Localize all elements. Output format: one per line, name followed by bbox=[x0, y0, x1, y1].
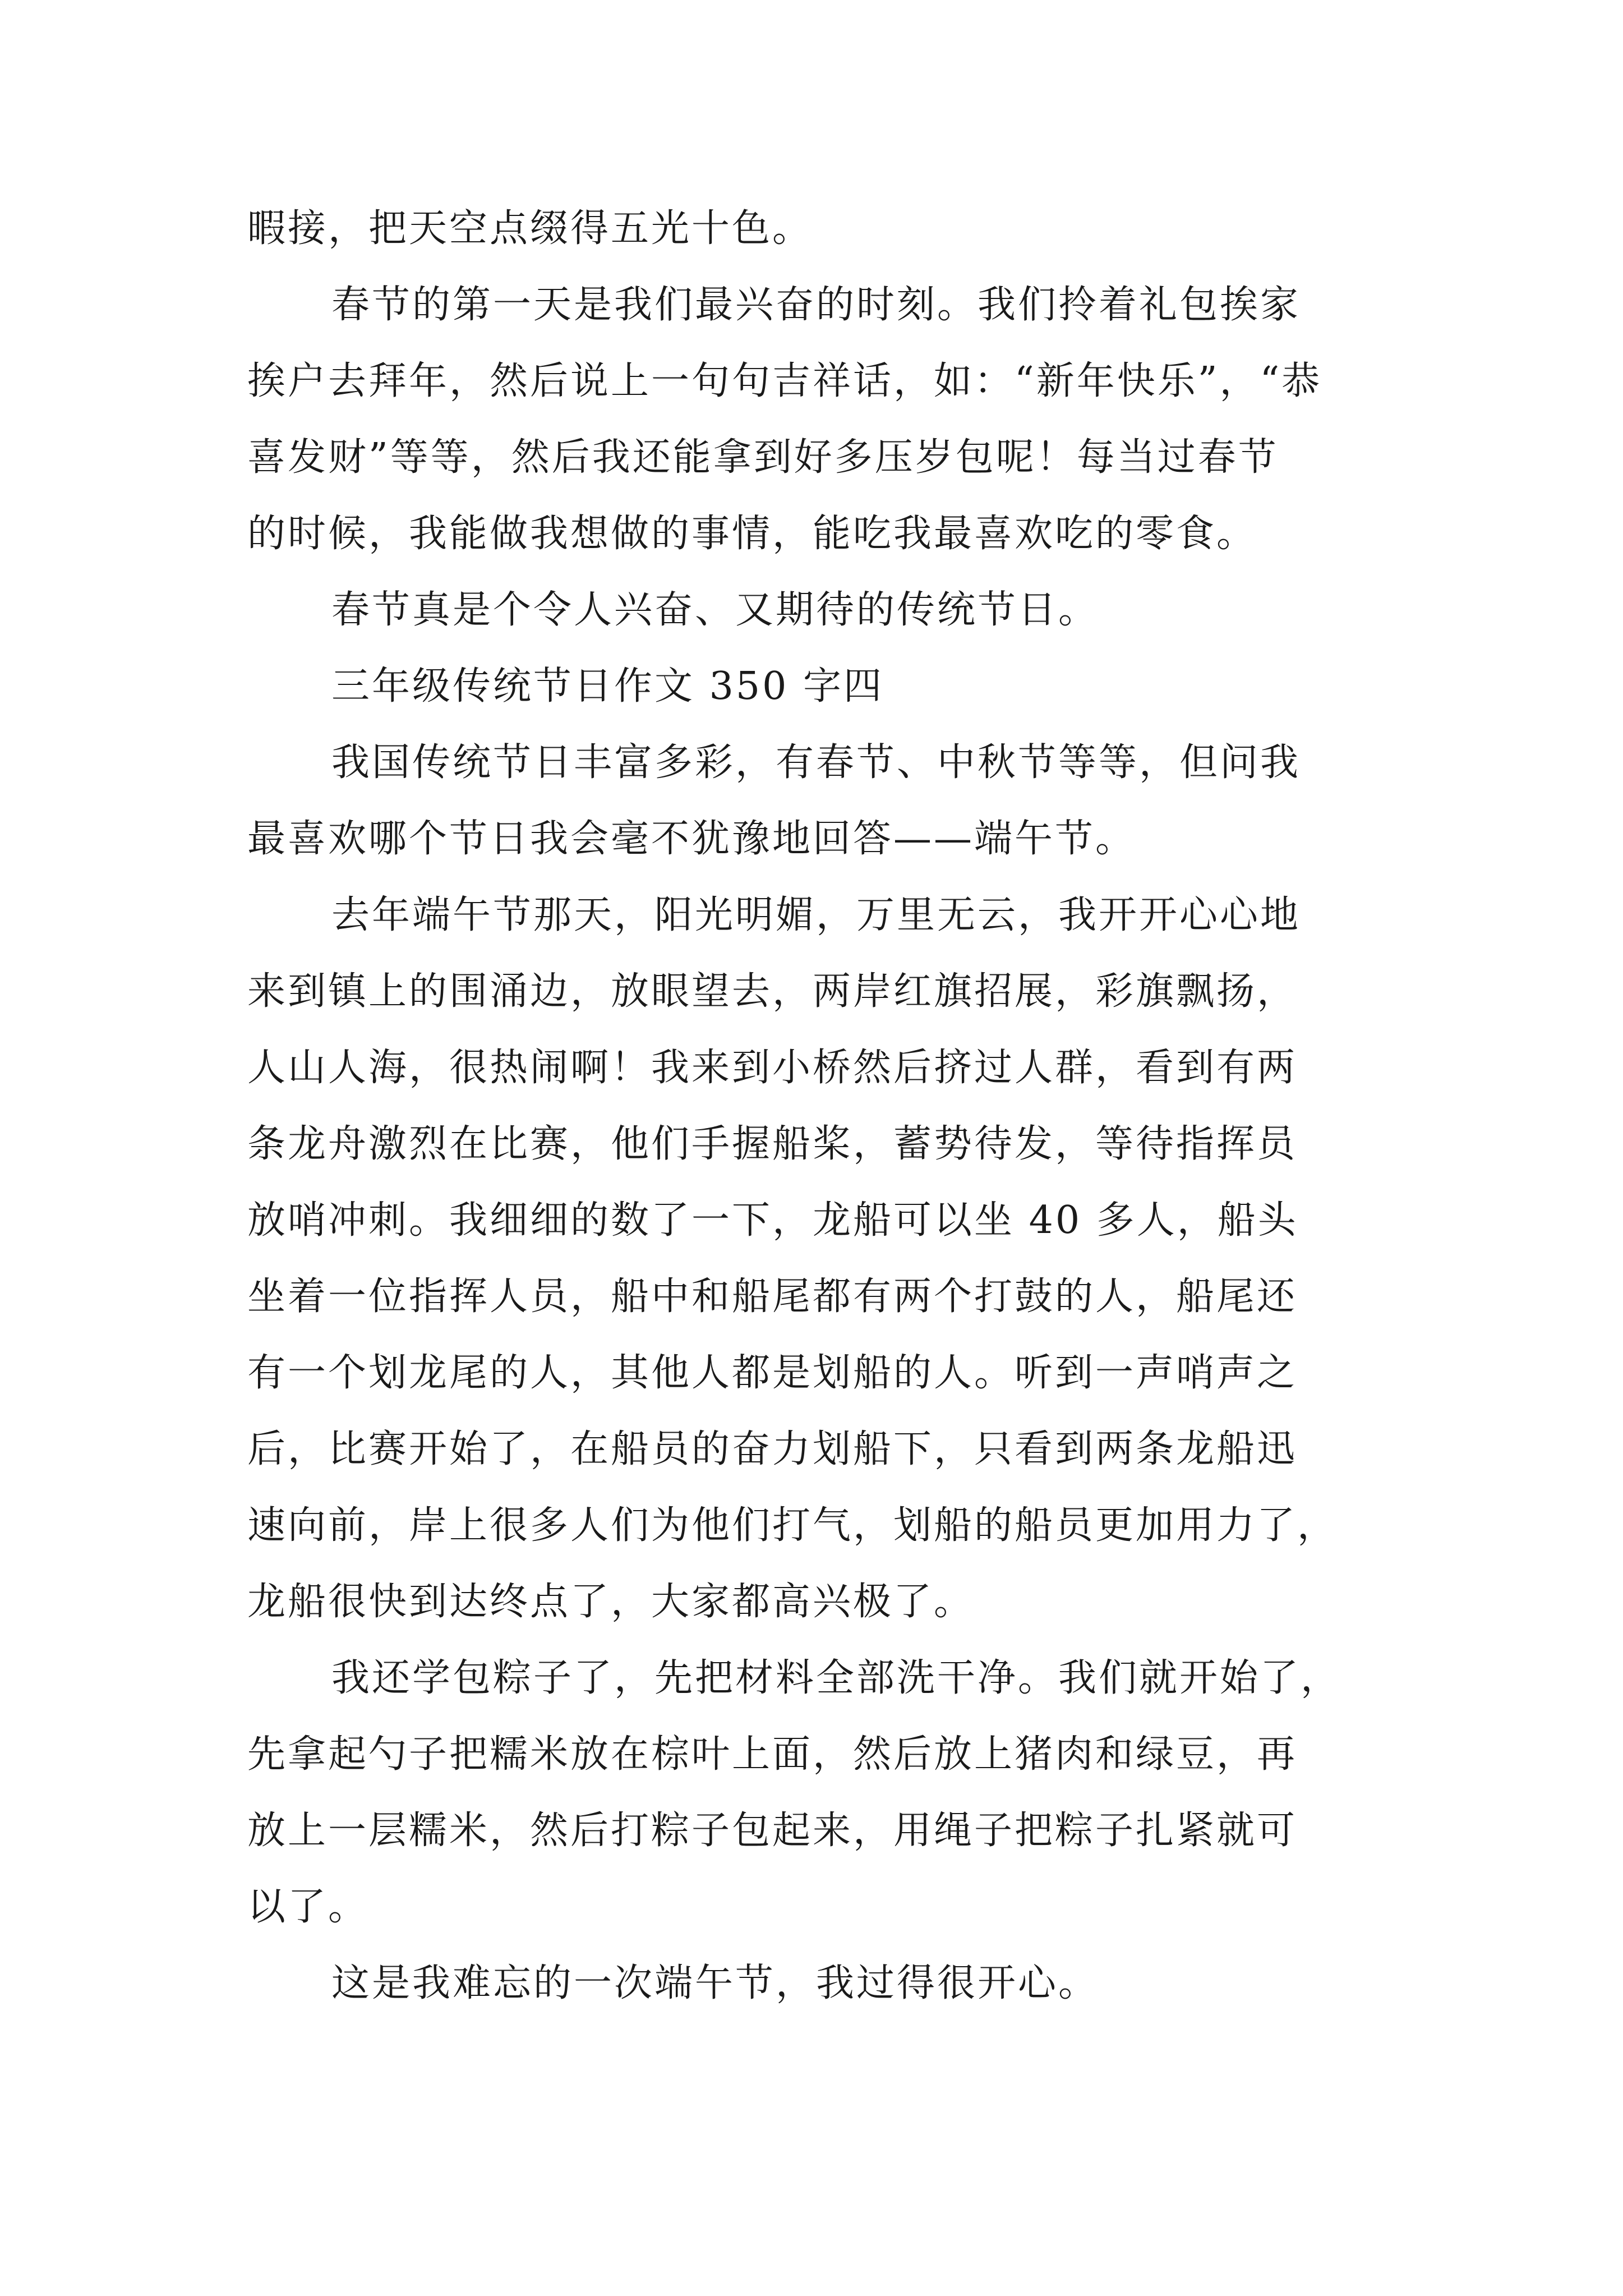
text-line: 条龙舟激烈在比赛，他们手握船桨，蓄势待发，等待指挥员 bbox=[247, 1122, 1298, 1166]
text-line: 挨户去拜年，然后说上一句句吉祥话，如：“新年快乐”，“恭 bbox=[247, 359, 1322, 403]
text-line: 放上一层糯米，然后打粽子包起来，用绳子把粽子扎紧就可 bbox=[247, 1809, 1298, 1853]
text-line: 暇接，把天空点缀得五光十色。 bbox=[247, 206, 813, 251]
text-line: 我还学包粽子了，先把材料全部洗干净。我们就开始了， bbox=[331, 1656, 1341, 1700]
text-line: 后，比赛开始了，在船员的奋力划船下，只看到两条龙船迅 bbox=[247, 1427, 1298, 1471]
text-line: 去年端午节那天，阳光明媚，万里无云，我开开心心地 bbox=[331, 893, 1301, 937]
text-line: 先拿起勺子把糯米放在棕叶上面，然后放上猪肉和绿豆，再 bbox=[247, 1732, 1298, 1777]
text-line: 人山人海，很热闹啊！我来到小桥然后挤过人群，看到有两 bbox=[247, 1046, 1298, 1090]
text-line: 龙船很快到达终点了，大家都高兴极了。 bbox=[247, 1580, 975, 1624]
text-line: 的时候，我能做我想做的事情，能吃我最喜欢吃的零食。 bbox=[247, 512, 1257, 556]
text-line: 三年级传统节日作文 350 字四 bbox=[331, 664, 884, 708]
essay-text bbox=[247, 191, 1386, 2022]
text-line: 春节的第一天是我们最兴奋的时刻。我们拎着礼包挨家 bbox=[331, 283, 1301, 327]
text-line: 春节真是个令人兴奋、又期待的传统节日。 bbox=[331, 588, 1099, 632]
text-line: 来到镇上的围涌边，放眼望去，两岸红旗招展，彩旗飘扬， bbox=[247, 969, 1298, 1014]
text-line: 有一个划龙尾的人，其他人都是划船的人。听到一声哨声之 bbox=[247, 1351, 1298, 1395]
text-line: 以了。 bbox=[247, 1885, 369, 1929]
text-line: 喜发财”等等，然后我还能拿到好多压岁包呢！每当过春节 bbox=[247, 435, 1279, 480]
text-line: 坐着一位指挥人员，船中和船尾都有两个打鼓的人，船尾还 bbox=[247, 1274, 1298, 1319]
text-line: 速向前，岸上很多人们为他们打气，划船的船员更加用力了， bbox=[247, 1503, 1338, 1548]
text-line: 最喜欢哪个节日我会毫不犹豫地回答——端午节。 bbox=[247, 817, 1136, 861]
text-line: 放哨冲刺。我细细的数了一下，龙船可以坐 40 多人，船头 bbox=[247, 1198, 1298, 1243]
text-line: 我国传统节日丰富多彩，有春节、中秋节等等，但问我 bbox=[331, 740, 1301, 785]
text-line: 这是我难忘的一次端午节，我过得很开心。 bbox=[331, 1961, 1099, 2005]
